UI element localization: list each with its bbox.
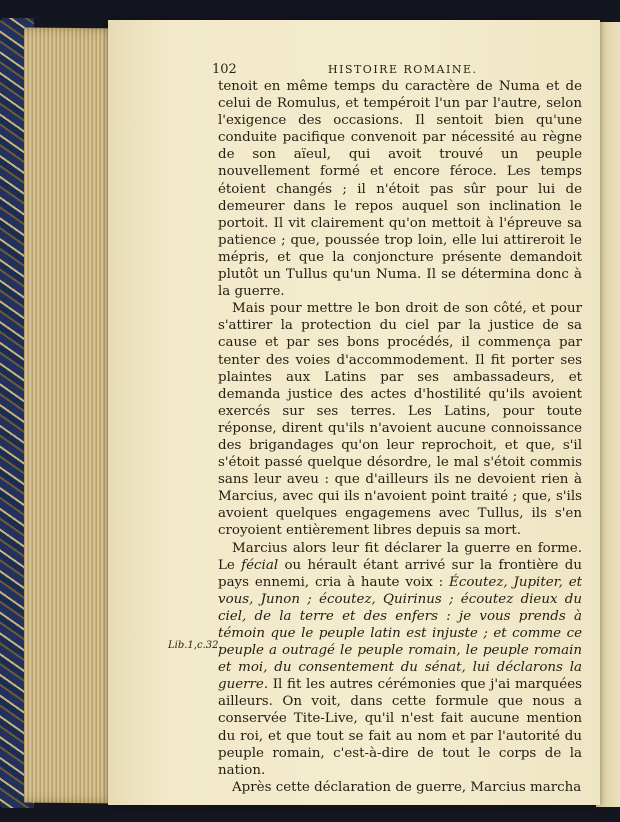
margin-reference: Lib.1,c.32. bbox=[168, 640, 222, 651]
paragraph-3 bbox=[218, 540, 582, 779]
paragraph-1: tenoit en même temps du caractère de Numa et de celui de Romulus, et tempéroit l'un par l'autre, selon l'exigence des occasions. Il sentoit bien qu'une conduite pacifique convenoit par nécessité au règne de son aïeul, qui avoit trouvé un peuple nouvellement formé et encore féroce. Les temps étoient changés ; il n'étoit pas sûr pour lui de demeurer dans le repos auquel son inclination le portoit. Il vit clairement qu'on mettoit à l'épreuve sa patience ; que, poussée trop loin, elle lui attireroit le mépris, et que la conjoncture présente demandoit plutôt un Tullus qu'un Numa. Il se détermina donc à la guerre. bbox=[218, 79, 582, 300]
body-text bbox=[218, 78, 582, 796]
paragraph-3-part-1: Marcius alors leur fit déclarer la guerre en forme. Le bbox=[218, 540, 582, 573]
paragraph-3-part-3: Il fit les autres cérémonies que j'ai marquées ailleurs. On voit, dans cette formule que nous a conservée Tite-Live, qu'il n'est fait aucune mention du roi, et que tout se fait au nom et par l'autorité du peuple romain, c'est-à-dire de tout le corps de la nation. bbox=[218, 677, 582, 778]
paragraph-3-part-2: ou hérault étant arrivé sur la frontière du pays ennemi, cria à haute voix : bbox=[218, 557, 582, 590]
running-title: HISTOIRE ROMAINE. bbox=[328, 63, 478, 76]
paragraph-3-italic-1: fécial bbox=[241, 557, 279, 573]
paragraph-3-italic-2: Écoutez, Jupiter, et vous, Junon ; écoutez, Quirinus ; écoutez dieux du ciel, de la terre et des enfers : je vous prends à témoin que le peuple latin est injuste ; et comme ce peuple a outragé le peuple romain, le peuple romain et moi, du consentement du sénat, lui déclarons la guerre. bbox=[218, 574, 582, 693]
page-number: 102 bbox=[212, 62, 237, 77]
paragraph-2: Mais pour mettre le bon droit de son côté, et pour s'attirer la protection du ciel par la justice de sa cause et par ses bons procédés, il commença par tenter des voies d'accommodement. Il fit porter ses plaintes aux Latins par ses ambassadeurs, et demanda justice des actes d'hostilité qu'ils avoient exercés sur ses terres. Les Latins, pour toute réponse, dirent qu'ils n'avoient aucune connoissance des brigandages qu'on leur reprochoit, et que, s'il s'étoit passé quelque désordre, le mal s'étoit commis sans leur aveu : que d'ailleurs ils ne devoient rien à Marcius, avec qui ils n'avoient point traité ; que, s'ils avoient quelques engagemens avec Tullus, ils s'en croyoient entièrement libres depuis sa mort. bbox=[218, 301, 582, 539]
paragraph-4: Après cette déclaration de guerre, Marcius marcha bbox=[232, 779, 582, 795]
